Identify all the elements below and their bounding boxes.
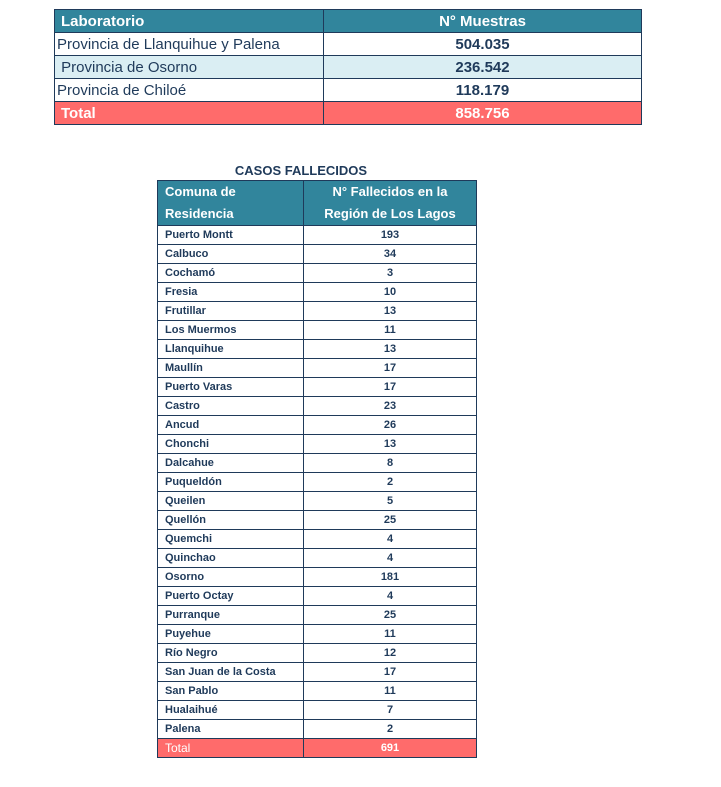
- total-value: 858.756: [324, 102, 642, 125]
- comuna-name: Chonchi: [158, 435, 304, 454]
- table-row: [158, 549, 477, 568]
- table-row: [158, 606, 477, 625]
- table-row: [158, 359, 477, 378]
- comuna-name: Los Muermos: [158, 321, 304, 340]
- comuna-name: Queilen: [158, 492, 304, 511]
- comuna-name: Llanquihue: [158, 340, 304, 359]
- death-count: 11: [304, 625, 477, 644]
- death-count: 11: [304, 682, 477, 701]
- table-row: [158, 701, 477, 720]
- table-header-row: [158, 181, 477, 226]
- comuna-name: Puqueldón: [158, 473, 304, 492]
- comuna-name: Puerto Montt: [158, 226, 304, 245]
- comuna-name: Quemchi: [158, 530, 304, 549]
- total-label: Total: [158, 739, 304, 758]
- comuna-name: Puyehue: [158, 625, 304, 644]
- comuna-name: Castro: [158, 397, 304, 416]
- total-row: [158, 739, 477, 758]
- table-row: [158, 625, 477, 644]
- death-count: 8: [304, 454, 477, 473]
- total-row: [55, 102, 642, 125]
- death-count: 4: [304, 549, 477, 568]
- table-row: [158, 587, 477, 606]
- deaths-table: [157, 180, 477, 758]
- death-count: 12: [304, 644, 477, 663]
- table-row: [158, 720, 477, 739]
- comuna-name: Puerto Octay: [158, 587, 304, 606]
- column-header-muestras: N° Muestras: [324, 10, 642, 33]
- comuna-name: Quellón: [158, 511, 304, 530]
- total-value: 691: [304, 739, 477, 758]
- comuna-name: Río Negro: [158, 644, 304, 663]
- death-count: 2: [304, 473, 477, 492]
- death-count: 25: [304, 606, 477, 625]
- table-row: [158, 264, 477, 283]
- table-row: [158, 568, 477, 587]
- death-count: 13: [304, 435, 477, 454]
- death-count: 2: [304, 720, 477, 739]
- table-row: [158, 473, 477, 492]
- table-row: [158, 283, 477, 302]
- total-label: Total: [55, 102, 324, 125]
- deaths-title: CASOS FALLECIDOS: [234, 163, 368, 178]
- comuna-name: Calbuco: [158, 245, 304, 264]
- comuna-name: Dalcahue: [158, 454, 304, 473]
- death-count: 13: [304, 302, 477, 321]
- comuna-name: Palena: [158, 720, 304, 739]
- comuna-name: Maullín: [158, 359, 304, 378]
- sample-count: 118.179: [324, 79, 642, 102]
- death-count: 5: [304, 492, 477, 511]
- table-row: [158, 435, 477, 454]
- column-header-comuna: Comuna de Residencia: [158, 181, 304, 226]
- death-count: 4: [304, 587, 477, 606]
- table-row: [158, 302, 477, 321]
- comuna-name: Osorno: [158, 568, 304, 587]
- comuna-name: San Pablo: [158, 682, 304, 701]
- table-row: [158, 378, 477, 397]
- province-name: Provincia de Llanquihue y Palena: [55, 33, 324, 56]
- table-header-row: [55, 10, 642, 33]
- death-count: 17: [304, 663, 477, 682]
- province-name: Provincia de Chiloé: [55, 79, 324, 102]
- table-row: [158, 340, 477, 359]
- death-count: 34: [304, 245, 477, 264]
- death-count: 7: [304, 701, 477, 720]
- sample-count: 504.035: [324, 33, 642, 56]
- table-row: [158, 454, 477, 473]
- table-row: [158, 416, 477, 435]
- table-row: [158, 663, 477, 682]
- table-row: [158, 492, 477, 511]
- comuna-name: Frutillar: [158, 302, 304, 321]
- death-count: 4: [304, 530, 477, 549]
- table-row: [55, 33, 642, 56]
- table-row: [158, 245, 477, 264]
- comuna-name: Quinchao: [158, 549, 304, 568]
- death-count: 26: [304, 416, 477, 435]
- death-count: 17: [304, 378, 477, 397]
- comuna-name: Cochamó: [158, 264, 304, 283]
- comuna-name: Puerto Varas: [158, 378, 304, 397]
- table-row: [55, 56, 642, 79]
- death-count: 3: [304, 264, 477, 283]
- table-row: [158, 321, 477, 340]
- comuna-name: Ancud: [158, 416, 304, 435]
- comuna-name: Purranque: [158, 606, 304, 625]
- death-count: 193: [304, 226, 477, 245]
- table-row: [55, 79, 642, 102]
- death-count: 10: [304, 283, 477, 302]
- table-row: [158, 511, 477, 530]
- table-row: [158, 226, 477, 245]
- death-count: 25: [304, 511, 477, 530]
- column-header-fallecidos: N° Fallecidos en la Región de Los Lagos: [304, 181, 477, 226]
- comuna-name: Hualaihué: [158, 701, 304, 720]
- laboratory-samples-table: [54, 9, 642, 125]
- death-count: 23: [304, 397, 477, 416]
- province-name: Provincia de Osorno: [55, 56, 324, 79]
- death-count: 17: [304, 359, 477, 378]
- table-row: [158, 397, 477, 416]
- comuna-name: San Juan de la Costa: [158, 663, 304, 682]
- column-header-laboratorio: Laboratorio: [55, 10, 324, 33]
- comuna-name: Fresia: [158, 283, 304, 302]
- death-count: 11: [304, 321, 477, 340]
- table-row: [158, 530, 477, 549]
- table-row: [158, 682, 477, 701]
- sample-count: 236.542: [324, 56, 642, 79]
- death-count: 13: [304, 340, 477, 359]
- table-row: [158, 644, 477, 663]
- death-count: 181: [304, 568, 477, 587]
